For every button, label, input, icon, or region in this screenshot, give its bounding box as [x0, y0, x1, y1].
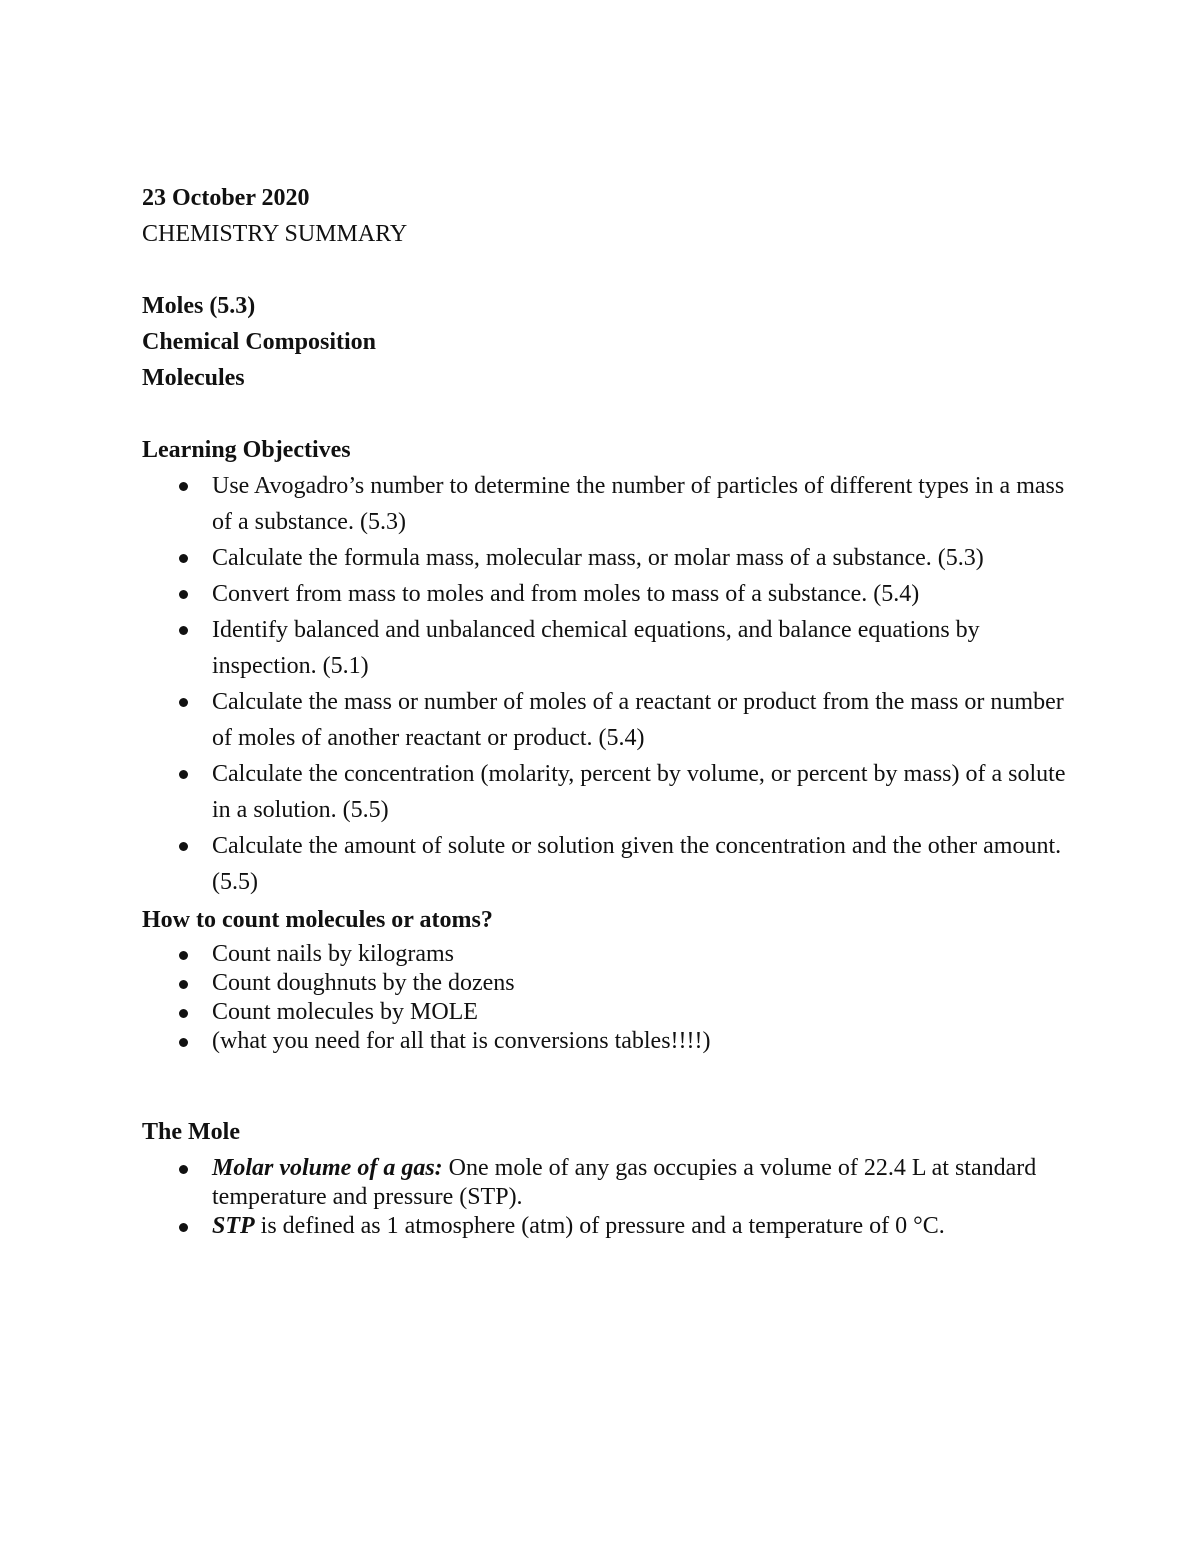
topic-molecules: Molecules	[142, 365, 245, 391]
list-item	[142, 1154, 1082, 1212]
bullet-icon	[179, 482, 188, 491]
list-item	[142, 969, 1082, 998]
bullet-icon	[179, 980, 188, 989]
list-item	[142, 998, 1082, 1027]
document-title: CHEMISTRY SUMMARY	[142, 221, 408, 247]
bullet-icon	[179, 554, 188, 563]
learning-objectives-heading: Learning Objectives	[142, 437, 351, 463]
list-item	[142, 756, 1082, 828]
the-mole-list	[142, 1154, 1082, 1241]
document-date: 23 October 2020	[142, 185, 310, 211]
list-item-text: Count doughnuts by the dozens	[212, 970, 515, 996]
list-item-text: Calculate the formula mass, molecular mass, or molar mass of a substance. (5.3)	[212, 545, 984, 571]
bullet-icon	[179, 1165, 188, 1174]
spacer	[142, 252, 1082, 288]
bullet-icon	[179, 626, 188, 635]
bullet-icon	[179, 1009, 188, 1018]
list-item-text: Use Avogadro’s number to determine the number of particles of different types in a mass of a substance. (5.3)	[212, 473, 1065, 535]
stp-definition: is defined as 1 atmosphere (atm) of pressure and a temperature of 0 °C.	[254, 1213, 945, 1239]
topic-chemical-composition: Chemical Composition	[142, 329, 376, 355]
list-item-text: Identify balanced and unbalanced chemical equations, and balance equations by inspection. (5.1)	[212, 617, 980, 679]
count-molecules-heading: How to count molecules or atoms?	[142, 907, 493, 933]
learning-objectives-list	[142, 468, 1082, 900]
list-item-text: Calculate the amount of solute or solution given the concentration and the other amount. (5.5)	[212, 833, 1062, 895]
document-page	[142, 180, 1082, 1241]
bullet-icon	[179, 590, 188, 599]
list-item	[142, 684, 1082, 756]
list-item-text: Calculate the mass or number of moles of a reactant or product from the mass or number of moles of another reactant or product. (5.4)	[212, 689, 1064, 751]
bullet-icon	[179, 1223, 188, 1232]
list-item	[142, 1027, 1082, 1056]
the-mole-heading: The Mole	[142, 1119, 240, 1145]
spacer	[142, 396, 1082, 432]
molar-volume-term: Molar volume of a gas:	[212, 1155, 443, 1181]
list-item-text: Calculate the concentration (molarity, percent by volume, or percent by mass) of a solute in a solution. (5.5)	[212, 761, 1066, 823]
list-item	[142, 1212, 1082, 1241]
bullet-icon	[179, 770, 188, 779]
list-item	[142, 612, 1082, 684]
list-item-text: Count molecules by MOLE	[212, 999, 478, 1025]
list-item	[142, 540, 1082, 576]
molar-volume-definition: One mole of any gas occupies a volume of 22.4 L at standard temperature and pressure (STP).	[212, 1155, 1037, 1210]
list-item	[142, 940, 1082, 969]
count-molecules-list	[142, 940, 1082, 1056]
stp-term: STP	[212, 1213, 255, 1239]
bullet-icon	[179, 1038, 188, 1047]
list-item-text: Count nails by kilograms	[212, 941, 454, 967]
list-item-text: (what you need for all that is conversions tables!!!!)	[212, 1028, 711, 1054]
list-item	[142, 828, 1082, 900]
topic-moles: Moles (5.3)	[142, 293, 256, 319]
list-item	[142, 468, 1082, 540]
list-item	[142, 576, 1082, 612]
bullet-icon	[179, 698, 188, 707]
list-item-text: Convert from mass to moles and from moles to mass of a substance. (5.4)	[212, 581, 920, 607]
bullet-icon	[179, 842, 188, 851]
bullet-icon	[179, 951, 188, 960]
